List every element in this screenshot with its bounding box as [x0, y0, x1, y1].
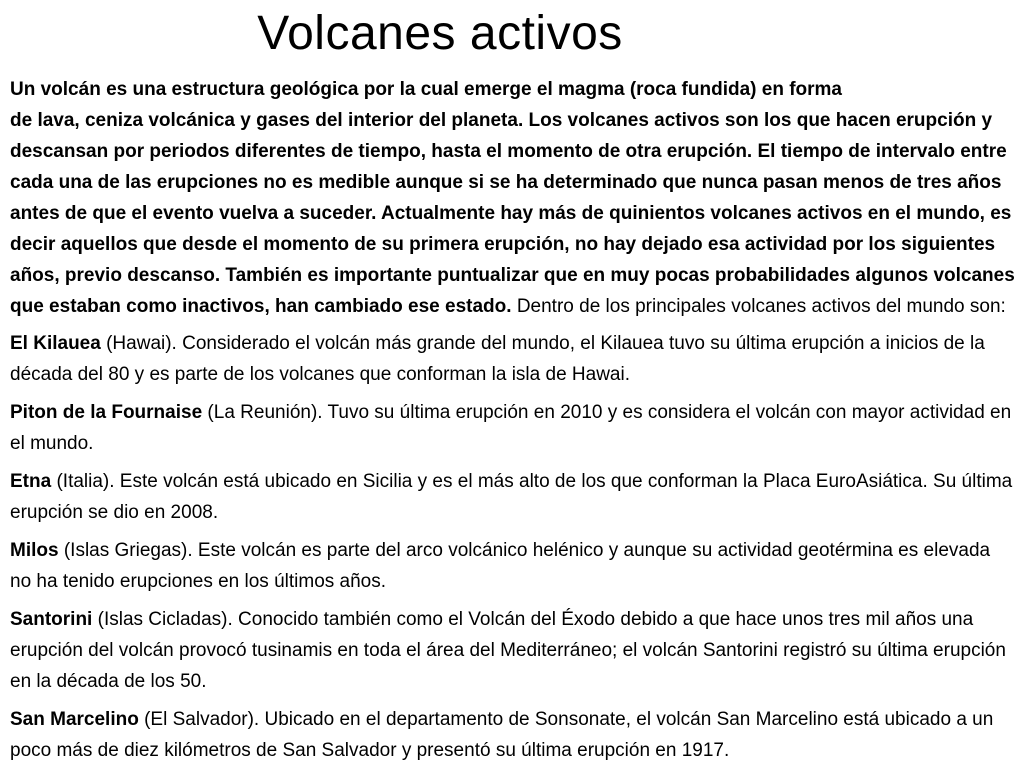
volcano-description: (Islas Cicladas). Conocido también como el Volcán del Éxodo debido a que hace unos tres mil años una erupción del volcán provocó tusinamis en toda el área del Mediterráneo; el volcán Santorini registró su última erupción en la década de los 50. — [10, 609, 1006, 692]
volcano-description: (La Reunión). Tuvo su última erupción en 2010 y es considera el volcán con mayor actividad en el mundo. — [10, 402, 1012, 454]
volcano-description: (Italia). Este volcán está ubicado en Sicilia y es el más alto de los que conforman la Placa EuroAsiática. Su última erupción se dio en 2008. — [10, 471, 1013, 523]
intro-first-line: Un volcán es una estructura geológica por la cual emerge el magma (roca fundida) en forma — [10, 79, 843, 100]
volcano-item-piton-de-la-fournaise — [10, 397, 1016, 459]
intro-plain-tail: Dentro de los principales volcanes activos del mundo son: — [511, 296, 1006, 317]
volcano-name: Santorini — [10, 609, 93, 630]
slide-body — [10, 74, 1016, 773]
volcano-name: Piton de la Fournaise — [10, 402, 203, 423]
volcano-name: Milos — [10, 540, 59, 561]
volcano-item-milos — [10, 535, 1016, 597]
volcano-item-santorini — [10, 604, 1016, 697]
volcano-item-san-marcelino — [10, 704, 1016, 766]
slide-title: Volcanes activos — [257, 7, 623, 60]
volcano-item-kilauea — [10, 328, 1016, 390]
volcano-description: (El Salvador). Ubicado en el departamento de Sonsonate, el volcán San Marcelino está ubicado a un poco más de diez kilómetros de San Salvador y presentó su última erupción en 1917. — [10, 709, 994, 761]
volcano-name: Etna — [10, 471, 52, 492]
volcano-description: (Islas Griegas). Este volcán es parte del arco volcánico helénico y aunque su actividad geotérmina es elevada no ha tenido erupciones en los últimos años. — [10, 540, 991, 592]
volcano-name: El Kilauea — [10, 333, 101, 354]
intro-paragraph — [10, 74, 1016, 322]
volcano-item-etna — [10, 466, 1016, 528]
volcano-description: (Hawai). Considerado el volcán más grande del mundo, el Kilauea tuvo su última erupción a inicios de la década del 80 y es parte de los volcanes que conforman la isla de Hawai. — [10, 333, 985, 385]
volcano-name: San Marcelino — [10, 709, 139, 730]
intro-bold-text: de lava, ceniza volcánica y gases del interior del planeta. Los volcanes activos son los que hacen erupción y descansan por periodos diferentes de tiempo, hasta el momento de otra erupción. El tiempo de intervalo entre cada una de las erupciones no es medible aunque si se ha determinado que nunca pasan menos de tres años antes de que el evento vuelva a suceder. Actualmente hay más de quinientos volcanes activos en el mundo, es decir aquellos que desde el momento de su primera erupción, no hay dejado esa actividad por los siguientes años, previo descanso. También es importante puntualizar que en muy pocas probabilidades algunos volcanes que estaban como inactivos, han cambiado ese estado. — [10, 110, 1015, 317]
